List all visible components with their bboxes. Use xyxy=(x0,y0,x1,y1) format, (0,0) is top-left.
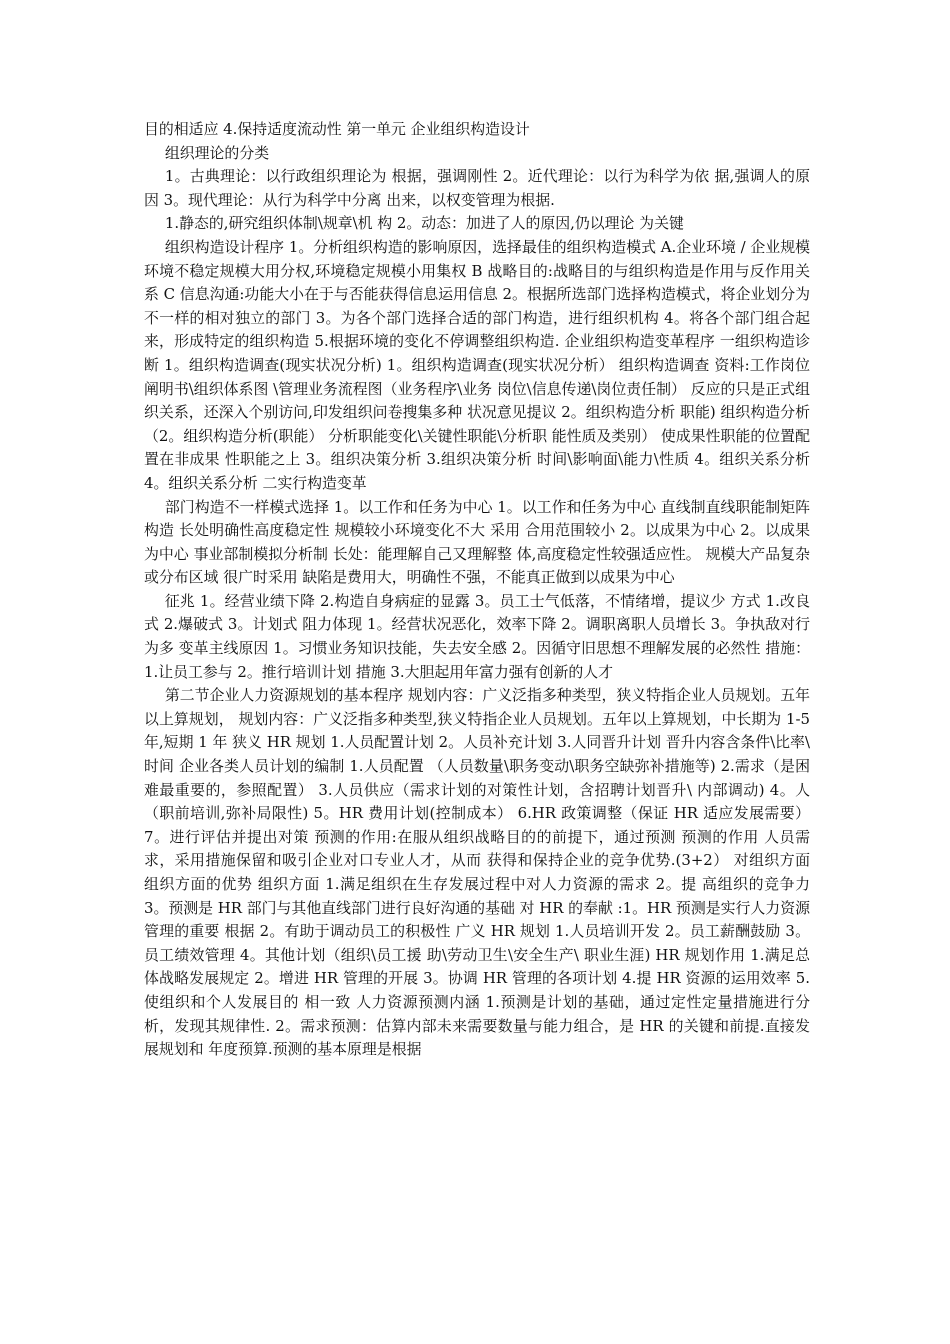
paragraph-design-procedure: 组织构造设计程序 1。分析组织构造的影响原因，选择最佳的组织构造模式 A.企业环境 / 企业规模 环境不稳定规模大用分权,环境稳定规模小用集权 B 战略目的:战略目的与组织构造是作用与反作用关系 C 信息沟通:功能大小在于与否能获得信息运用信息 2。根据所选部门选择构造模式，将企业划分为不一样的相对独立的部门 3。为各个部门选择合适的部门构造，进行组织机构 4。将各个部门组合起来，形成特定的组织构造 5.根据环境的变化不停调整组织构造. 企业组织构造变革程序 一组织构造诊断 1。组织构造调查(现实状况分析) 1。组织构造调查(现实状况分析） 组织构造调查 资料:工作岗位阐明书\组织体系图 \管理业务流程图（业务程序\业务 岗位\信息传递\岗位责任制） 反应的只是正式组织关系，还深入个别访问,印发组织问卷搜集多种 状况意见提议 2。组织构造分析 职能) 组织构造分析（2。组织构造分析(职能） 分析职能变化\关键性职能\分析职 能性质及类别） 使成果性职能的位置配置在非成果 性职能之上 3。组织决策分析 3.组织决策分析 时间\影响面\能力\性质 4。组织关系分析 4。组织关系分析 二实行构造变革 xyxy=(144,237,810,492)
document-page xyxy=(144,118,810,1062)
heading-org-theory-classification: 组织理论的分类 xyxy=(164,143,270,162)
paragraph-hr-planning: 第二节企业人力资源规划的基本程序 规划内容：广义泛指多种类型，狭义特指企业人员规划。五年以上算规划， 规划内容：广义泛指多种类型,狭义特指企业人员规划。五年以上算规划，中长期为 1-5 年,短期 1 年 狭义 HR 规划 1.人员配置计划 2。人员补充计划 3.人同晋升计划 晋升内容含条件\比率\ 时间 企业各类人员计划的编制 1.人员配置 （人员数量\职务变动\职务空缺弥补措施等) 2.需求（是困难最重要的，参照配置） 3.人员供应（需求计划的对策性计划，含招聘计划晋升\ 内部调动) 4。人（职前培训,弥补局限性) 5。HR 费用计划(控制成本） 6.HR 政策调整（保证 HR 适应发展需要） 7。进行评估并提出对策 预测的作用:在服从组织战略目的的前提下，通过预测 预测的作用 人员需求，采用措施保留和吸引企业对口专业人才，从而 获得和保持企业的竞争优势.(3+2） 对组织方面 组织方面的优势 组织方面 1.满足组织在生存发展过程中对人力资源的需求 2。提 高组织的竞争力 3。预测是 HR 部门与其他直线部门进行良好沟通的基础 对 HR 的奉献 :1。HR 预测是实行人力资源管理的重要 根据 2。有助于调动员工的积极性 广义 HR 规划 1.人员培训开发 2。员工薪酬鼓励 3。员工绩效管理 4。其他计划（组织\员工援 助\劳动卫生\安全生产\ 职业生涯) HR 规划作用 1.满足总体战略发展规定 2。增进 HR 管理的开展 3。协调 HR 管理的各项计划 4.提 HR 资源的运用效率 5.使组织和个人发展目的 相一致 人力资源预测内涵 1.预测是计划的基础，通过定性定量措施进行分析，发现其规律性. 2。需求预测：估算内部未来需要数量与能力组合，是 HR 的关键和前提.直接发展规划和 年度预算.预测的基本原理是根据 xyxy=(144,686,810,1059)
paragraph-change-signs: 征兆 1。经营业绩下降 2.构造自身病症的显露 3。员工士气低落，不情绪增，提议少 方式 1.改良式 2.爆破式 3。计划式 阻力体现 1。经营状况恶化，效率下降 2。调职离职人员增长 3。争执敌对行为多 变革主线原因 1。习惯业务知识技能，失去安全感 2。因循守旧思想不理解发展的必然性 措施：1.让员工参与 2。推行培训计划 措施 3.大胆起用年富力强有创新的人才 xyxy=(144,591,810,681)
paragraph-static-dynamic: 1.静态的,研究组织体制\规章\机 构 2。动态：加进了人的原因,仍以理论 为关键 xyxy=(164,214,684,233)
paragraph-department-structure: 部门构造不一样模式选择 1。以工作和任务为中心 1。以工作和任务为中心 直线制直线职能制矩阵 构造 长处明确性高度稳定性 规模较小环境变化不大 采用 合用范围较小 2。以成果为中心 2。以成果为中心 事业部制模拟分析制 长处：能理解自己又理解整 体,高度稳定性较强适应性。 规模大产品复杂或分布区域 很广时采用 缺陷是费用大，明确性不强，不能真正做到以成果为中心 xyxy=(144,497,810,587)
paragraph-intro: 目的相适应 4.保持适度流动性 第一单元 企业组织构造设计 xyxy=(144,120,530,138)
paragraph-theory-types: 1。古典理论：以行政组织理论为 根据，强调刚性 2。近代理论：以行为科学为依 据,强调人的原因 3。现代理论：从行为科学中分离 出来，以权变管理为根据. xyxy=(144,167,810,209)
